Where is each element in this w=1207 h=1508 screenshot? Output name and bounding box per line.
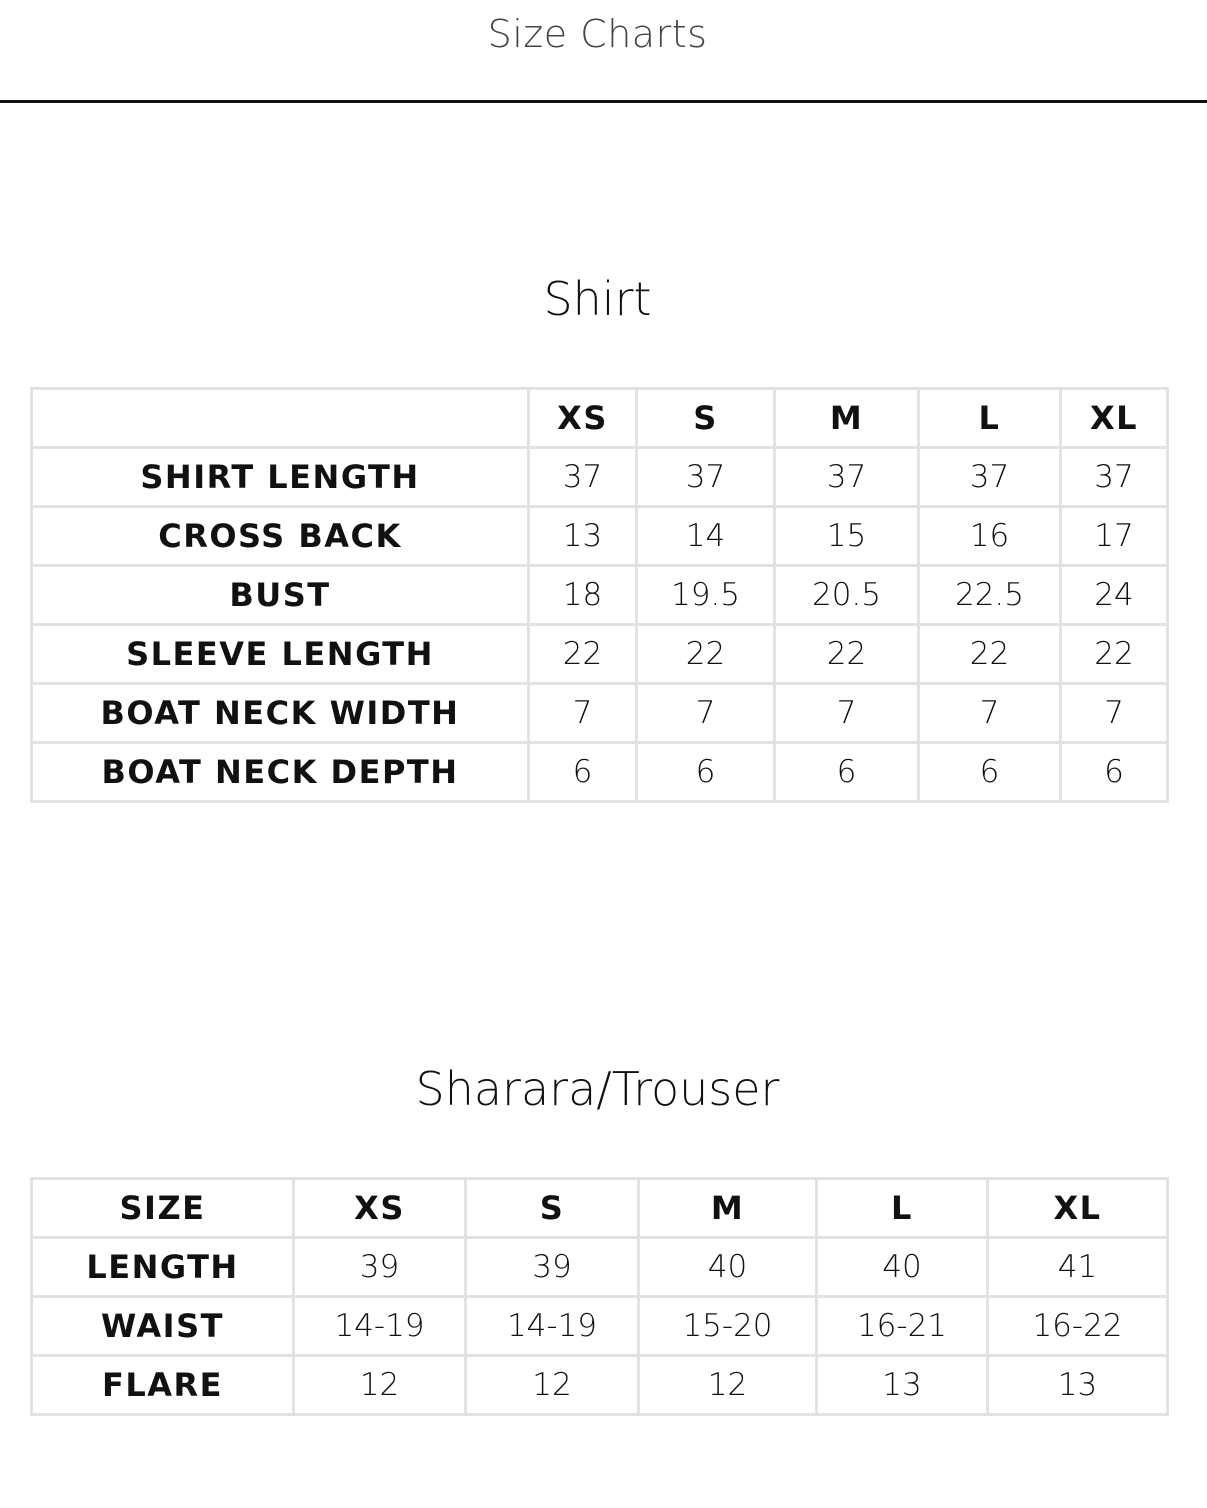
size-header-xs: XS [529, 389, 637, 448]
table-cell: 7 [919, 684, 1061, 743]
row-label: SLEEVE LENGTH [32, 625, 529, 684]
table-cell: 6 [775, 743, 919, 802]
table-cell: 15 [775, 507, 919, 566]
table-row [32, 1356, 1168, 1415]
table-cell: 14 [637, 507, 775, 566]
table-cell: 13 [529, 507, 637, 566]
size-header-m: M [775, 389, 919, 448]
row-label: LENGTH [32, 1238, 294, 1297]
table-row [32, 448, 1168, 507]
table-cell: 22 [919, 625, 1061, 684]
row-label: BOAT NECK DEPTH [32, 743, 529, 802]
row-label: BUST [32, 566, 529, 625]
trouser-section-title: Sharara/Trouser [415, 1062, 780, 1116]
table-cell: 13 [988, 1356, 1168, 1415]
table-cell: 39 [466, 1238, 639, 1297]
size-header-l: L [919, 389, 1061, 448]
table-cell: 7 [775, 684, 919, 743]
table-cell: 16 [919, 507, 1061, 566]
shirt-size-table [30, 387, 1169, 803]
table-cell: 6 [919, 743, 1061, 802]
page-header [0, 0, 1207, 103]
size-header-xs: XS [294, 1179, 466, 1238]
table-cell: 22 [529, 625, 637, 684]
shirt-section-title: Shirt [543, 272, 652, 326]
table-header-row [32, 1179, 1168, 1238]
table-row [32, 1297, 1168, 1356]
table-cell: 37 [1061, 448, 1168, 507]
table-cell: 20.5 [775, 566, 919, 625]
table-cell: 24 [1061, 566, 1168, 625]
table-cell: 12 [639, 1356, 817, 1415]
row-label: BOAT NECK WIDTH [32, 684, 529, 743]
table-cell: 22 [637, 625, 775, 684]
table-row [32, 566, 1168, 625]
table-cell: 18 [529, 566, 637, 625]
table-header-row [32, 389, 1168, 448]
table-cell: 6 [637, 743, 775, 802]
table-cell: 7 [637, 684, 775, 743]
table-cell: 39 [294, 1238, 466, 1297]
header-divider [0, 100, 1207, 103]
row-label: CROSS BACK [32, 507, 529, 566]
table-cell: 37 [529, 448, 637, 507]
table-cell: 13 [817, 1356, 988, 1415]
table-row [32, 625, 1168, 684]
table-row [32, 1238, 1168, 1297]
table-cell: 22 [1061, 625, 1168, 684]
size-header-l: L [817, 1179, 988, 1238]
table-cell: 40 [817, 1238, 988, 1297]
table-cell: 14-19 [294, 1297, 466, 1356]
row-label: WAIST [32, 1297, 294, 1356]
size-header-xl: XL [988, 1179, 1168, 1238]
table-cell: 19.5 [637, 566, 775, 625]
table-cell: 37 [637, 448, 775, 507]
table-cell: 12 [294, 1356, 466, 1415]
table-cell: 12 [466, 1356, 639, 1415]
table-cell: 37 [919, 448, 1061, 507]
table-cell: 7 [529, 684, 637, 743]
row-label: SHIRT LENGTH [32, 448, 529, 507]
table-cell: 16-22 [988, 1297, 1168, 1356]
page-title: Size Charts [487, 12, 708, 56]
table-row [32, 743, 1168, 802]
table-cell: 14-19 [466, 1297, 639, 1356]
table-cell: 22.5 [919, 566, 1061, 625]
table-cell: 41 [988, 1238, 1168, 1297]
size-header-s: S [637, 389, 775, 448]
table-cell: 16-21 [817, 1297, 988, 1356]
row-label: FLARE [32, 1356, 294, 1415]
corner-cell: SIZE [32, 1179, 294, 1238]
trouser-size-table [30, 1177, 1169, 1416]
size-header-xl: XL [1061, 389, 1168, 448]
table-cell: 7 [1061, 684, 1168, 743]
table-cell: 37 [775, 448, 919, 507]
table-row [32, 684, 1168, 743]
table-cell: 17 [1061, 507, 1168, 566]
size-header-m: M [639, 1179, 817, 1238]
size-header-s: S [466, 1179, 639, 1238]
table-cell: 15-20 [639, 1297, 817, 1356]
corner-cell [32, 389, 529, 448]
table-cell: 6 [529, 743, 637, 802]
table-row [32, 507, 1168, 566]
table-cell: 40 [639, 1238, 817, 1297]
table-cell: 6 [1061, 743, 1168, 802]
table-cell: 22 [775, 625, 919, 684]
